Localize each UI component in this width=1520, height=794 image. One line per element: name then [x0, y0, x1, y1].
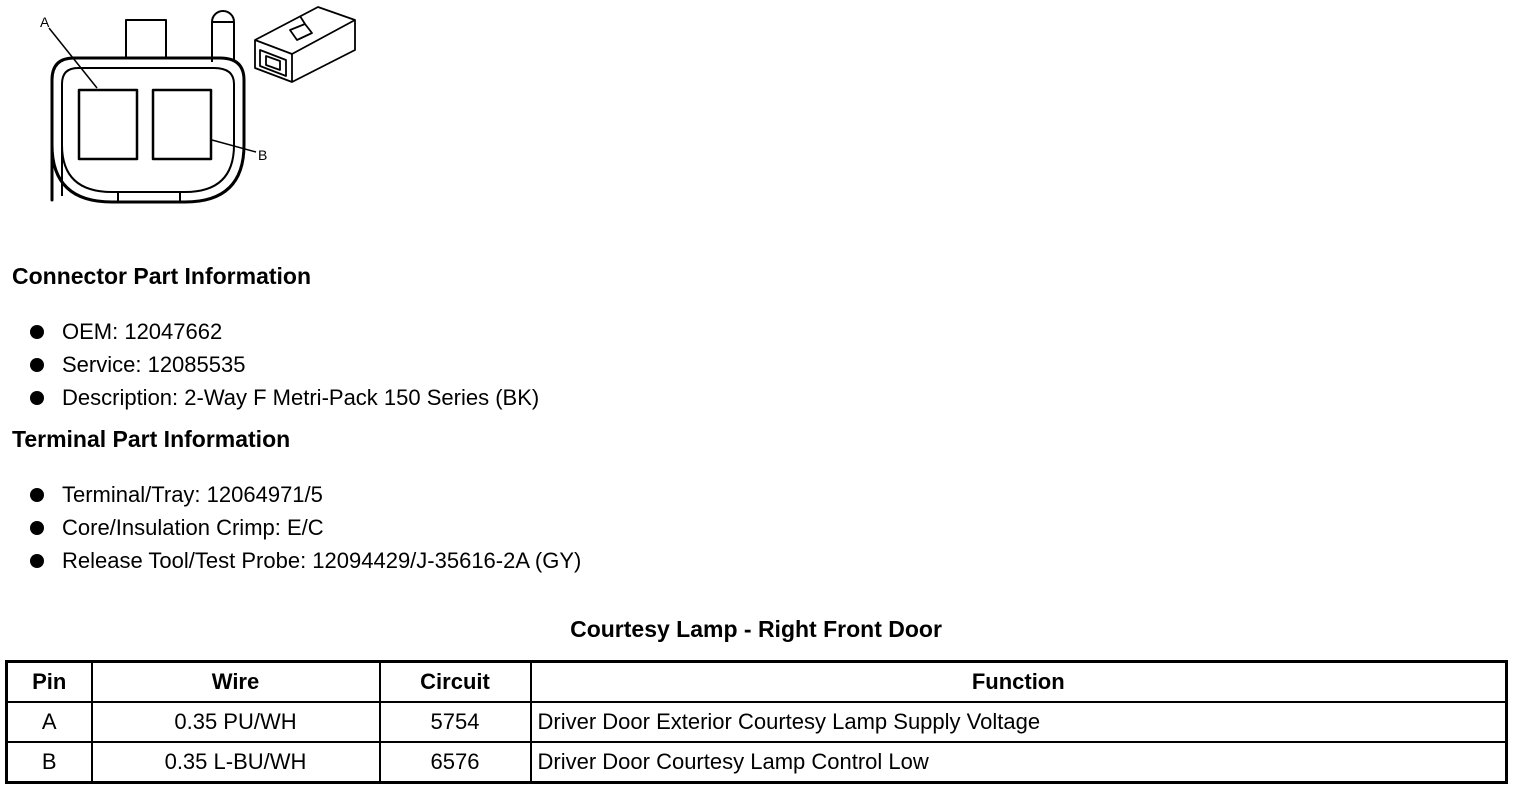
- cell-wire: 0.35 PU/WH: [92, 702, 380, 742]
- cell-circuit: 6576: [380, 742, 531, 783]
- connector-diagram: [0, 0, 380, 215]
- connector-oem: OEM: 12047662: [62, 319, 223, 344]
- connector-info-list: [30, 318, 539, 417]
- connector-info-heading: Connector Part Information: [12, 263, 312, 289]
- connector-description: Description: 2-Way F Metri-Pack 150 Series (BK): [62, 385, 540, 410]
- cell-pin: A: [7, 702, 92, 742]
- connector-thumbnail: [255, 7, 355, 82]
- list-item: [30, 547, 581, 580]
- cell-wire: 0.35 L-BU/WH: [92, 742, 380, 783]
- terminal-info-list: [30, 481, 581, 580]
- header-pin: Pin: [7, 662, 92, 703]
- pin-table: [5, 660, 1508, 784]
- table-row: [7, 742, 1507, 783]
- bullet-icon: [30, 358, 44, 372]
- callout-a-label: A: [40, 14, 50, 30]
- header-circuit: Circuit: [380, 662, 531, 703]
- connector-lock-post: [212, 11, 234, 62]
- connector-latch-tab: [126, 20, 166, 58]
- bullet-icon: [30, 325, 44, 339]
- callout-b-label: B: [258, 147, 268, 163]
- bullet-icon: [30, 554, 44, 568]
- cell-function: Driver Door Exterior Courtesy Lamp Supply Voltage: [531, 702, 1507, 742]
- header-wire: Wire: [92, 662, 380, 703]
- bullet-icon: [30, 488, 44, 502]
- list-item: [30, 318, 539, 351]
- cell-function: Driver Door Courtesy Lamp Control Low: [531, 742, 1507, 783]
- pin-table-title: Courtesy Lamp - Right Front Door: [570, 616, 942, 642]
- terminal-tray: Terminal/Tray: 12064971/5: [62, 482, 323, 507]
- connector-inner-outline: [62, 68, 234, 196]
- connector-service: Service: 12085535: [62, 352, 246, 377]
- table-row: [7, 702, 1507, 742]
- cell-pin: B: [7, 742, 92, 783]
- cavity-b: [153, 90, 211, 159]
- terminal-release-tool: Release Tool/Test Probe: 12094429/J-35616-2A (GY): [62, 548, 582, 573]
- bullet-icon: [30, 521, 44, 535]
- connector-body-outline: [52, 58, 244, 202]
- terminal-info-heading: Terminal Part Information: [12, 426, 291, 452]
- cell-circuit: 5754: [380, 702, 531, 742]
- table-header-row: [7, 662, 1507, 703]
- list-item: [30, 481, 581, 514]
- cavity-a: [79, 90, 137, 159]
- list-item: [30, 514, 581, 547]
- list-item: [30, 351, 539, 384]
- header-function: Function: [531, 662, 1507, 703]
- bullet-icon: [30, 391, 44, 405]
- terminal-crimp: Core/Insulation Crimp: E/C: [62, 515, 324, 540]
- list-item: [30, 384, 539, 417]
